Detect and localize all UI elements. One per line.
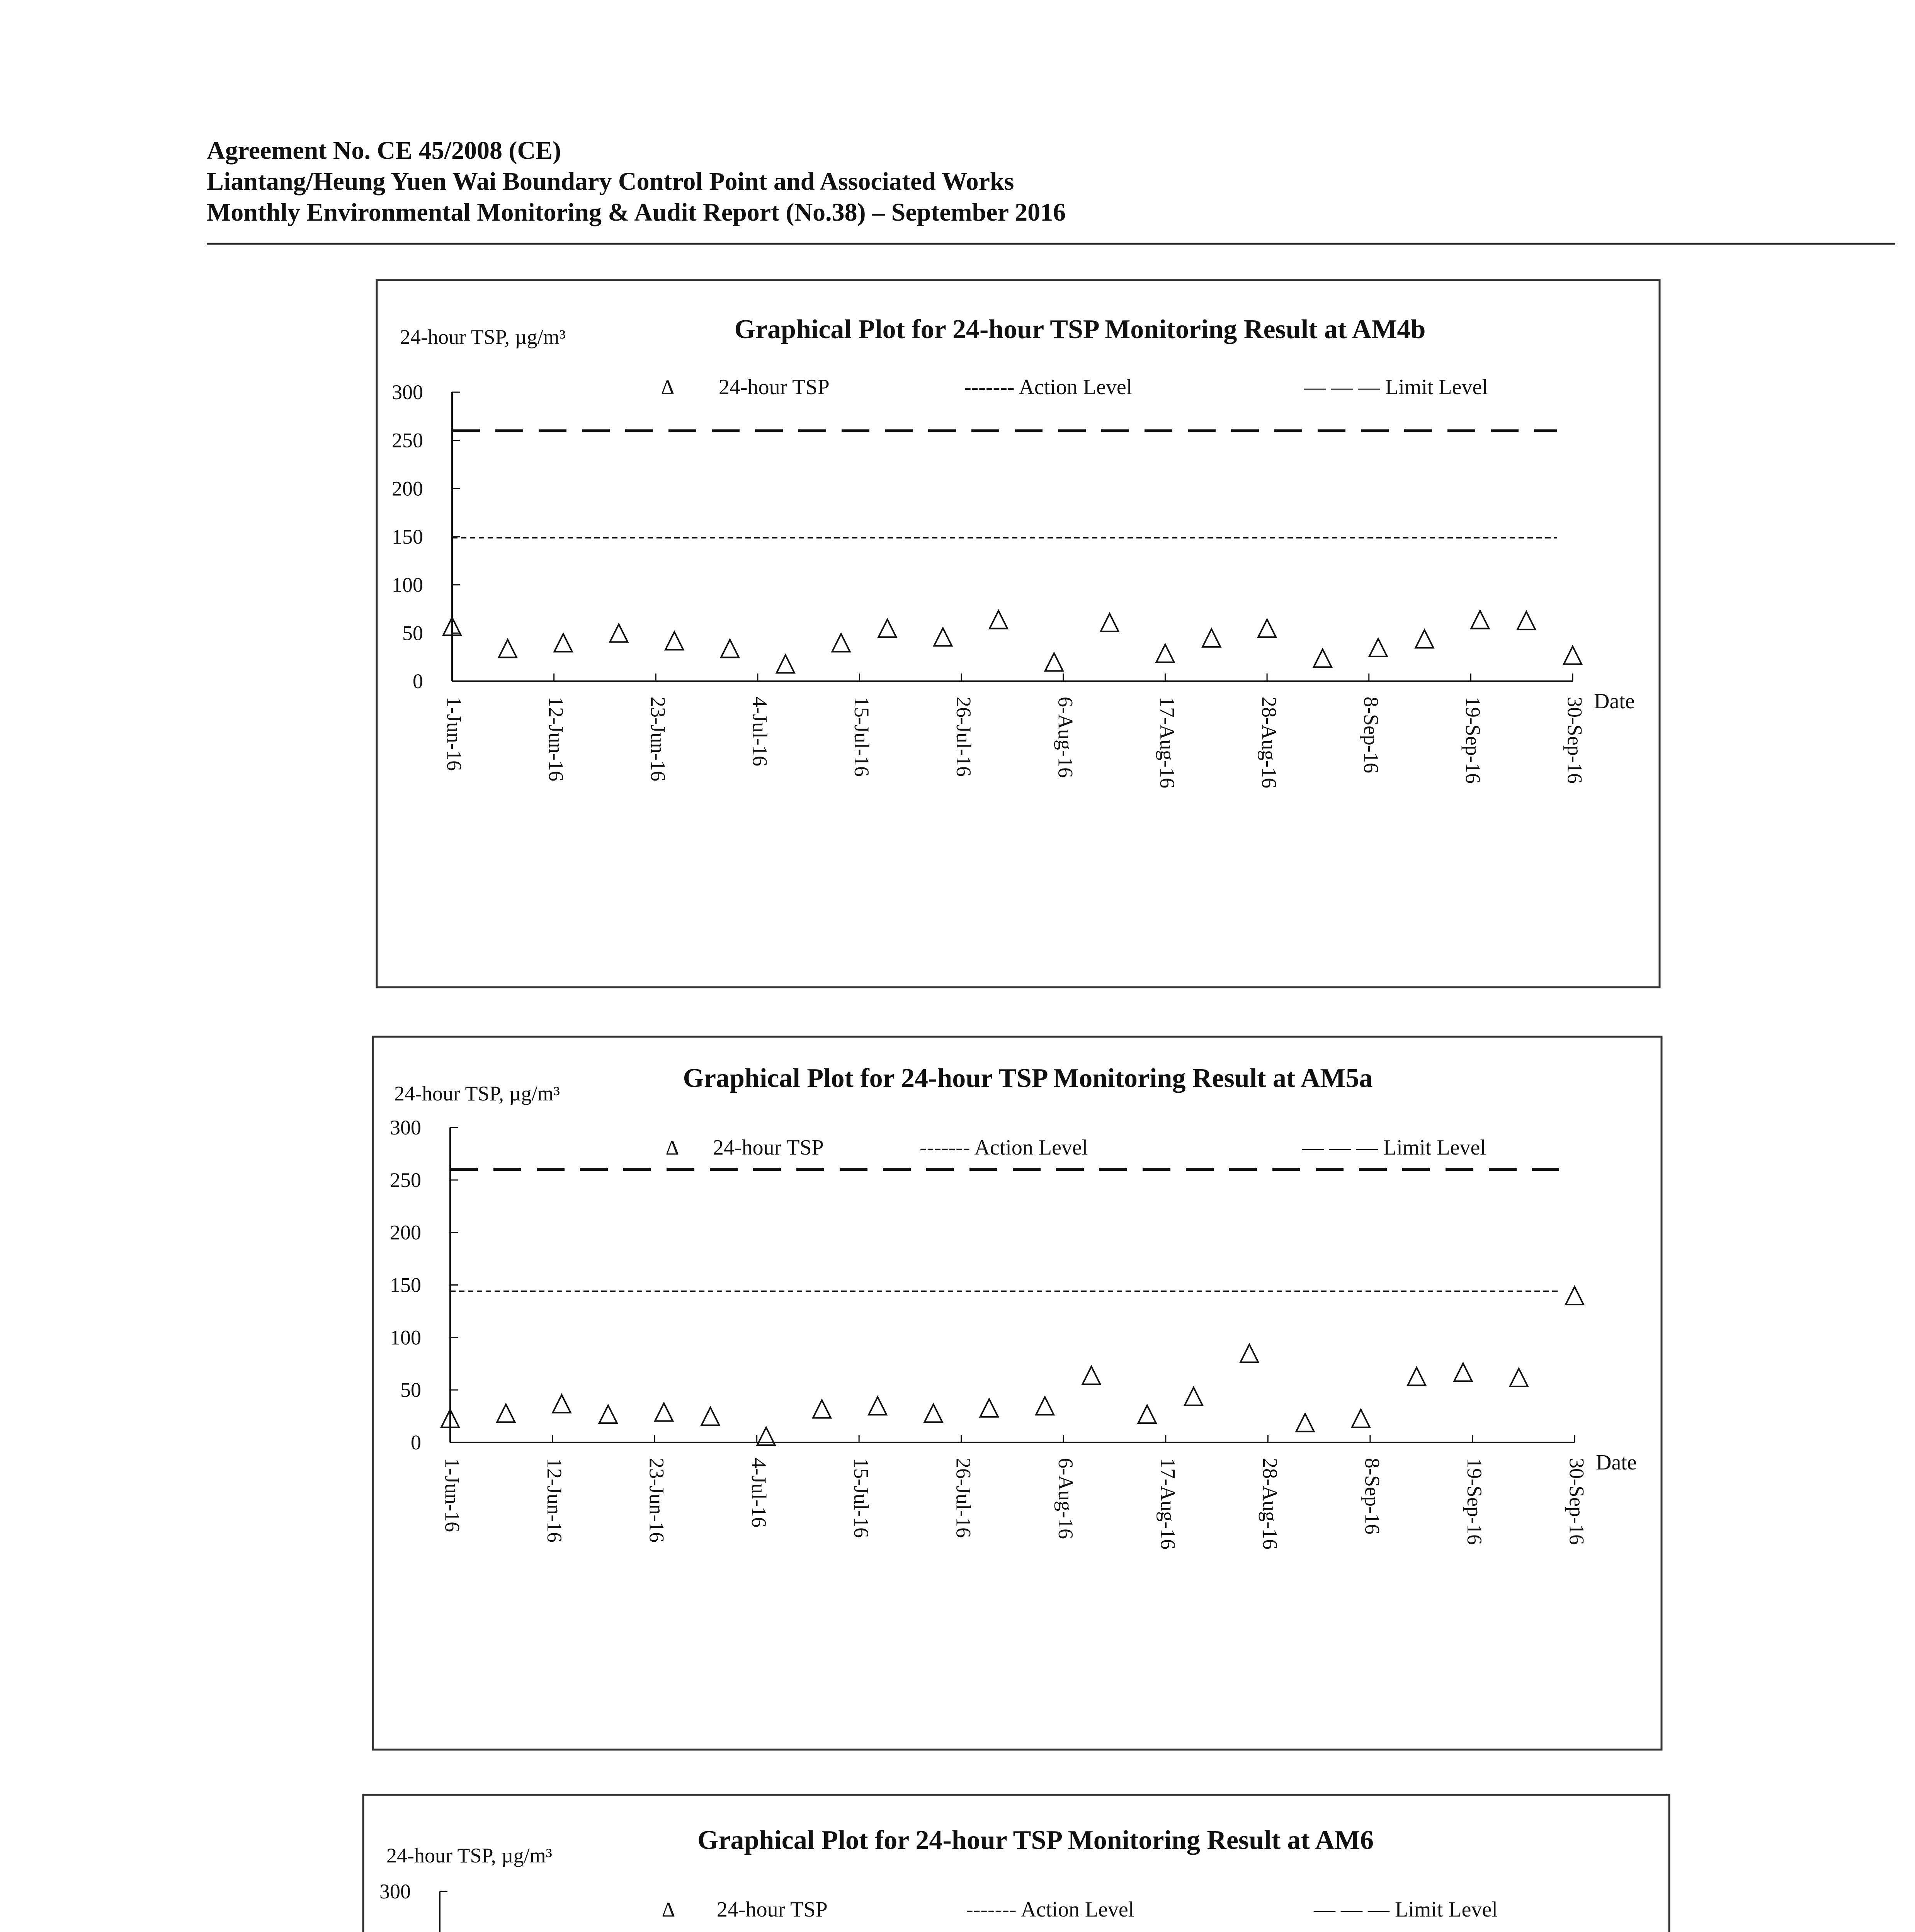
x-tick-label: 19-Sep-16 <box>1463 1458 1486 1545</box>
y-tick-label: 250 <box>390 1168 421 1192</box>
x-tick-label: 12-Jun-16 <box>543 1458 566 1543</box>
x-tick-label: 1-Jun-16 <box>440 1458 464 1532</box>
x-tick-label: 1-Jun-16 <box>442 697 466 771</box>
data-point <box>1296 1414 1314 1432</box>
y-tick-label: 150 <box>392 525 423 548</box>
report-title: Monthly Environmental Monitoring & Audit Report (No.38) – September 2016 <box>207 198 1066 226</box>
data-point <box>497 1404 515 1422</box>
agreement-number: Agreement No. CE 45/2008 (CE) <box>207 136 561 165</box>
y-tick-label: 100 <box>390 1326 421 1349</box>
data-point <box>1564 646 1582 664</box>
data-point <box>1454 1363 1472 1381</box>
legend-action-level: ------- Action Level <box>966 1898 1134 1922</box>
x-tick-label: 12-Jun-16 <box>544 697 568 781</box>
y-tick-label: 50 <box>400 1378 421 1402</box>
x-tick-label: 8-Sep-16 <box>1361 1458 1384 1534</box>
chart-title: Graphical Plot for 24-hour TSP Monitoring Result at AM4b <box>734 315 1426 344</box>
header-divider <box>207 243 1895 245</box>
x-tick-label: 30-Sep-16 <box>1565 1458 1588 1545</box>
x-axis-label: Date <box>1596 1451 1637 1475</box>
y-tick-label: 200 <box>392 477 423 500</box>
data-point <box>1240 1345 1258 1362</box>
data-point <box>1036 1397 1054 1415</box>
legend-triangle-icon: Δ <box>665 1136 679 1159</box>
data-point <box>1314 649 1332 667</box>
chart-am4b <box>377 280 1660 987</box>
data-point <box>554 634 572 651</box>
data-point <box>1352 1410 1370 1427</box>
data-point <box>777 655 794 673</box>
x-tick-label: 26-Jul-16 <box>952 1458 975 1538</box>
data-point <box>832 634 850 651</box>
document-header <box>207 135 1907 228</box>
y-tick-label: 200 <box>390 1221 421 1244</box>
y-axis-label: 24-hour TSP, µg/m³ <box>386 1844 552 1867</box>
y-tick-label: 300 <box>379 1880 411 1903</box>
legend <box>661 375 1488 399</box>
legend-series-label: 24-hour TSP <box>719 375 830 399</box>
x-tick-label: 19-Sep-16 <box>1461 697 1485 784</box>
x-tick-label: 15-Jul-16 <box>850 697 874 777</box>
data-point <box>499 639 517 657</box>
data-point <box>1045 653 1063 671</box>
x-tick-label: 6-Aug-16 <box>1054 697 1077 778</box>
x-tick-label: 17-Aug-16 <box>1156 697 1179 788</box>
data-point <box>599 1405 617 1423</box>
x-tick-label: 26-Jul-16 <box>952 697 975 777</box>
chart-am5a <box>373 1037 1662 1750</box>
y-tick-label: 0 <box>411 1431 421 1454</box>
project-title: Liantang/Heung Yuen Wai Boundary Control Point and Associated Works <box>207 167 1014 196</box>
y-tick-label: 150 <box>390 1273 421 1297</box>
data-point <box>925 1404 942 1422</box>
x-tick-label: 28-Aug-16 <box>1257 697 1281 788</box>
x-tick-label: 17-Aug-16 <box>1156 1458 1180 1549</box>
legend-limit-level: — — — Limit Level <box>1302 1136 1486 1160</box>
y-axis-label: 24-hour TSP, µg/m³ <box>400 325 566 349</box>
legend <box>666 1136 1486 1160</box>
data-point <box>655 1403 673 1421</box>
data-point <box>1185 1388 1202 1405</box>
y-tick-label: 100 <box>392 573 423 597</box>
data-point <box>1416 630 1434 648</box>
data-point <box>1510 1369 1528 1386</box>
data-point <box>1471 611 1489 629</box>
x-tick-label: 8-Sep-16 <box>1359 697 1383 773</box>
legend-triangle-icon: Δ <box>661 376 675 399</box>
data-point <box>869 1397 886 1415</box>
legend-triangle-icon: Δ <box>662 1898 675 1921</box>
y-tick-label: 300 <box>390 1116 421 1139</box>
data-point <box>1258 619 1276 637</box>
x-tick-label: 23-Jun-16 <box>645 1458 668 1543</box>
x-tick-label: 4-Jul-16 <box>748 697 772 766</box>
x-tick-label: 15-Jul-16 <box>849 1458 873 1538</box>
x-tick-label: 4-Jul-16 <box>747 1458 771 1527</box>
data-point <box>878 619 896 637</box>
data-point <box>1138 1405 1156 1423</box>
chart-am6 <box>363 1795 1669 1932</box>
data-point <box>934 628 952 646</box>
chart-title: Graphical Plot for 24-hour TSP Monitoring Result at AM5a <box>683 1063 1373 1093</box>
data-point <box>990 611 1007 629</box>
data-point <box>721 639 739 657</box>
data-point <box>610 624 628 642</box>
legend-limit-level: — — — Limit Level <box>1304 375 1488 399</box>
data-point <box>1082 1367 1100 1384</box>
x-tick-label: 23-Jun-16 <box>646 697 670 781</box>
data-point <box>1156 645 1174 662</box>
legend-action-level: ------- Action Level <box>964 375 1133 399</box>
x-tick-label: 28-Aug-16 <box>1258 1458 1282 1549</box>
y-axis-label: 24-hour TSP, µg/m³ <box>394 1082 560 1105</box>
plot-area <box>392 381 1635 788</box>
data-point <box>813 1400 831 1418</box>
data-point <box>1408 1367 1425 1385</box>
legend-action-level: ------- Action Level <box>920 1136 1088 1160</box>
data-point <box>1202 629 1220 647</box>
y-tick-label: 50 <box>402 621 423 645</box>
data-point <box>1369 639 1387 656</box>
data-point <box>701 1408 719 1425</box>
data-point <box>980 1399 998 1417</box>
data-point <box>1101 614 1119 631</box>
x-axis-label: Date <box>1594 689 1635 713</box>
data-point <box>665 632 683 650</box>
x-tick-label: 30-Sep-16 <box>1563 697 1587 784</box>
y-tick-label: 250 <box>392 429 423 452</box>
data-point <box>553 1395 571 1413</box>
data-point <box>1517 612 1535 629</box>
legend <box>662 1898 1498 1922</box>
y-tick-label: 0 <box>413 670 423 693</box>
legend-limit-level: — — — Limit Level <box>1314 1898 1498 1922</box>
chart-title: Graphical Plot for 24-hour TSP Monitoring Result at AM6 <box>697 1825 1374 1855</box>
data-point <box>1566 1287 1583 1304</box>
x-tick-label: 6-Aug-16 <box>1054 1458 1077 1539</box>
legend-series-label: 24-hour TSP <box>717 1898 828 1922</box>
y-tick-label: 300 <box>392 381 423 404</box>
plot-area <box>390 1116 1637 1549</box>
legend-series-label: 24-hour TSP <box>713 1136 824 1160</box>
